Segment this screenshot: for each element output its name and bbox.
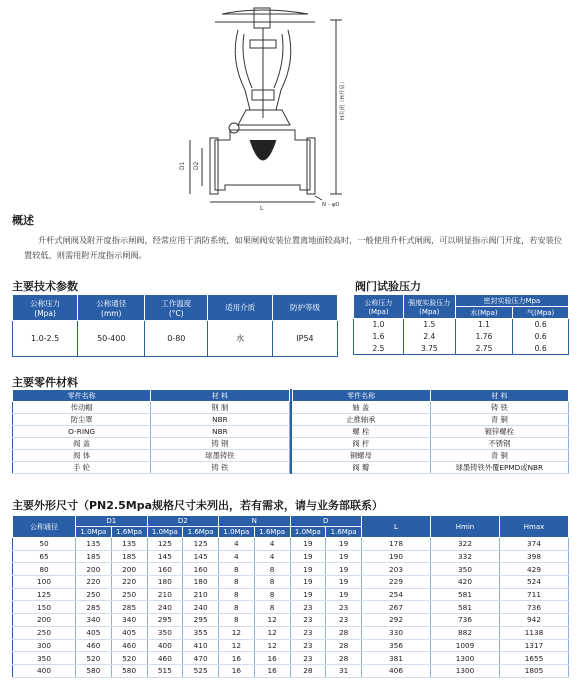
dims-cell: 80	[13, 563, 76, 576]
tech-cell: IP54	[272, 321, 337, 357]
dims-sub-header: 1.0Mpa	[219, 527, 255, 538]
tech-table	[12, 294, 338, 357]
dims-sub-header: 1.0Mpa	[76, 527, 112, 538]
dims-cell: 16	[254, 664, 290, 677]
dims-cell: 285	[111, 601, 147, 614]
test-header-water: 水(Mpa)	[455, 307, 513, 319]
part-material: 不锈钢	[430, 438, 568, 450]
dims-cell: 581	[431, 601, 500, 614]
dims-sub-header: 1.6Mpa	[183, 527, 219, 538]
dims-cell: 8	[254, 588, 290, 601]
dims-cell: 220	[76, 576, 112, 589]
dims-row	[13, 576, 569, 589]
dims-row	[13, 550, 569, 563]
dims-cell: 160	[183, 563, 219, 576]
test-header-strength: 强度实验压力 (Mpa)	[403, 295, 455, 319]
label-l: L	[260, 205, 264, 210]
dims-cell: 12	[254, 614, 290, 627]
dims-cell: 19	[290, 550, 326, 563]
dims-cell: 429	[500, 563, 569, 576]
tech-cell: 50-400	[78, 321, 145, 357]
dims-cell: 470	[183, 652, 219, 665]
dims-row	[13, 664, 569, 677]
dims-cell: 28	[326, 652, 362, 665]
label-n: N - φD	[322, 202, 340, 208]
dims-sub-header: 1.0Mpa	[290, 527, 326, 538]
dims-cell: 4	[254, 550, 290, 563]
dims-cell: 8	[254, 563, 290, 576]
dims-cell: 1805	[500, 664, 569, 677]
tech-header: 工作温度 (°C)	[145, 295, 208, 321]
tech-title: 主要技术参数	[12, 280, 78, 293]
dims-cell: 229	[362, 576, 431, 589]
parts-table	[12, 389, 569, 474]
part-name: 阀 杆	[292, 438, 430, 450]
overview-title: 概述	[12, 214, 34, 227]
test-cell: 1.1	[455, 319, 513, 331]
dims-cell: 356	[362, 639, 431, 652]
tech-header: 公称压力 (Mpa)	[13, 295, 78, 321]
dims-cell: 736	[500, 601, 569, 614]
dims-cell: 240	[183, 601, 219, 614]
test-cell: 0.6	[534, 320, 547, 330]
dims-cell: 210	[183, 588, 219, 601]
test-table	[353, 294, 569, 355]
dims-cell: 28	[326, 639, 362, 652]
test-cell: 1.5	[403, 319, 455, 331]
tech-header: 防护等级	[272, 295, 337, 321]
dims-cell: 295	[147, 614, 183, 627]
dims-cell: 19	[290, 563, 326, 576]
dims-cell: 16	[219, 664, 255, 677]
dims-sub-header: 1.6Mpa	[254, 527, 290, 538]
dims-cell: 200	[76, 563, 112, 576]
test-cell: 2.4	[403, 331, 455, 343]
dims-cell: 125	[13, 588, 76, 601]
dims-cell: 210	[147, 588, 183, 601]
tech-header: 公称通径 (mm)	[78, 295, 145, 321]
part-name: 螺 栓	[292, 426, 430, 438]
part-material: NBR	[151, 414, 289, 426]
dims-cell: 125	[183, 538, 219, 551]
part-material: 铸 铁	[151, 462, 289, 474]
parts-header-name: 零件名称	[292, 390, 430, 402]
dims-cell: 1009	[431, 639, 500, 652]
dims-cell: 8	[219, 576, 255, 589]
dims-cell: 374	[500, 538, 569, 551]
dims-cell: 8	[219, 588, 255, 601]
dims-cell: 19	[326, 563, 362, 576]
dims-cell: 19	[326, 588, 362, 601]
test-cell: 2.75	[455, 343, 513, 355]
test-cell: 3.75	[403, 343, 455, 355]
label-d1: D1	[179, 161, 186, 170]
dims-cell: 16	[254, 652, 290, 665]
dims-cell: 180	[183, 576, 219, 589]
dims-cell: 1138	[500, 626, 569, 639]
dims-cell: 8	[219, 601, 255, 614]
dims-cell: 160	[147, 563, 183, 576]
dims-cell: 23	[290, 652, 326, 665]
dims-cell: 406	[362, 664, 431, 677]
dims-cell: 882	[431, 626, 500, 639]
dims-cell: 420	[431, 576, 500, 589]
dims-cell: 135	[76, 538, 112, 551]
dims-cell: 31	[326, 664, 362, 677]
dims-cell: 12	[254, 639, 290, 652]
dims-cell: 19	[290, 538, 326, 551]
dims-cell: 300	[13, 639, 76, 652]
part-name: 轴 盖	[292, 402, 430, 414]
dims-cell: 1300	[431, 664, 500, 677]
test-cell: 1.76	[455, 331, 513, 343]
dims-cell: 23	[290, 601, 326, 614]
part-name: 防尘罩	[13, 414, 151, 426]
dims-cell: 178	[362, 538, 431, 551]
dims-cell: 525	[183, 664, 219, 677]
dims-header-d2: D2	[147, 516, 219, 527]
dims-cell: 581	[431, 588, 500, 601]
dims-cell: 19	[326, 550, 362, 563]
dims-cell: 16	[219, 652, 255, 665]
dims-cell: 19	[326, 576, 362, 589]
dims-cell: 580	[76, 664, 112, 677]
dims-cell: 405	[111, 626, 147, 639]
dims-cell: 135	[111, 538, 147, 551]
dims-cell: 4	[254, 538, 290, 551]
dims-cell: 400	[13, 664, 76, 677]
dims-header-d: D	[290, 516, 362, 527]
dims-cell: 23	[290, 639, 326, 652]
part-material: 铸 钢	[151, 438, 289, 450]
dims-cell: 12	[219, 626, 255, 639]
dims-cell: 19	[326, 538, 362, 551]
dims-cell: 410	[183, 639, 219, 652]
tech-header: 适用介质	[208, 295, 273, 321]
part-name: 传动帽	[13, 402, 151, 414]
dims-cell: 285	[76, 601, 112, 614]
part-name: 阀 盖	[13, 438, 151, 450]
tech-cell: 1.0-2.5	[13, 321, 78, 357]
dims-cell: 200	[111, 563, 147, 576]
dims-cell: 736	[431, 614, 500, 627]
dims-cell: 8	[254, 576, 290, 589]
part-material: NBR	[151, 426, 289, 438]
dims-cell: 942	[500, 614, 569, 627]
part-name: 阀 瓣	[292, 462, 430, 474]
part-material: 钢 制	[151, 402, 289, 414]
dims-cell: 580	[111, 664, 147, 677]
dims-header-l: L	[362, 516, 431, 538]
test-cell: 1.6	[354, 331, 404, 343]
dims-cell: 23	[326, 601, 362, 614]
dims-cell: 28	[290, 664, 326, 677]
dims-cell: 267	[362, 601, 431, 614]
part-name: 铜螺母	[292, 450, 430, 462]
test-cell: 0.6	[534, 332, 547, 341]
dims-cell: 50	[13, 538, 76, 551]
test-cell: 2.5	[354, 343, 404, 355]
dims-row	[13, 563, 569, 576]
dims-header-dn: 公称通径	[13, 516, 76, 538]
part-material: 青 铜	[430, 450, 568, 462]
dims-cell: 4	[219, 538, 255, 551]
dims-cell: 1300	[431, 652, 500, 665]
part-name: 阀 体	[13, 450, 151, 462]
dims-cell: 150	[13, 601, 76, 614]
dims-cell: 250	[13, 626, 76, 639]
dims-cell: 203	[362, 563, 431, 576]
dims-cell: 520	[111, 652, 147, 665]
dims-cell: 250	[111, 588, 147, 601]
dims-cell: 19	[290, 576, 326, 589]
dims-cell: 185	[111, 550, 147, 563]
dims-cell: 8	[219, 563, 255, 576]
dims-cell: 350	[147, 626, 183, 639]
tech-cell: 水	[208, 321, 273, 357]
part-material: 镀锌螺栓	[430, 426, 568, 438]
dims-cell: 145	[183, 550, 219, 563]
test-header-pressure: 公称压力 (Mpa)	[354, 295, 404, 319]
dims-cell: 400	[147, 639, 183, 652]
dims-row	[13, 614, 569, 627]
test-cell: 0.6	[534, 343, 547, 353]
dims-cell: 340	[111, 614, 147, 627]
dims-cell: 145	[147, 550, 183, 563]
dims-note: （PN2.5Mpa规格尺寸未列出，若有需求，请与业务部联系）	[78, 499, 383, 512]
dims-cell: 460	[147, 652, 183, 665]
dims-cell: 8	[254, 601, 290, 614]
dims-cell: 180	[147, 576, 183, 589]
dims-cell: 460	[111, 639, 147, 652]
dims-table	[12, 515, 569, 678]
dims-header-hmin: Hmin	[431, 516, 500, 538]
label-d2: D2	[193, 161, 200, 170]
dims-cell: 520	[76, 652, 112, 665]
dims-sub-header: 1.6Mpa	[326, 527, 362, 538]
dims-cell: 28	[326, 626, 362, 639]
dims-cell: 322	[431, 538, 500, 551]
dims-header-hmax: Hmax	[500, 516, 569, 538]
dims-cell: 200	[13, 614, 76, 627]
dims-cell: 355	[183, 626, 219, 639]
dims-cell: 292	[362, 614, 431, 627]
dims-cell: 1655	[500, 652, 569, 665]
dims-row	[13, 626, 569, 639]
parts-header-name: 零件名称	[13, 390, 151, 402]
dims-cell: 340	[76, 614, 112, 627]
dims-cell: 220	[111, 576, 147, 589]
dims-cell: 711	[500, 588, 569, 601]
dims-cell: 190	[362, 550, 431, 563]
dims-cell: 12	[254, 626, 290, 639]
parts-header-material: 材 料	[151, 390, 289, 402]
dims-cell: 23	[290, 626, 326, 639]
dims-cell: 460	[76, 639, 112, 652]
tech-cell: 0-80	[145, 321, 208, 357]
parts-title: 主要零件材料	[12, 376, 78, 389]
part-material: 青 铜	[430, 414, 568, 426]
dims-cell: 125	[147, 538, 183, 551]
dims-sub-header: 1.6Mpa	[111, 527, 147, 538]
dims-cell: 295	[183, 614, 219, 627]
dims-cell: 23	[290, 614, 326, 627]
dims-header-n: N	[219, 516, 291, 527]
part-material: 球墨铸铁	[151, 450, 289, 462]
dims-cell: 405	[76, 626, 112, 639]
dims-cell: 398	[500, 550, 569, 563]
valve-drawing	[150, 0, 430, 210]
part-material: 铸 铁	[430, 402, 568, 414]
test-header-air: 气(Mpa)	[513, 307, 569, 319]
dims-row	[13, 588, 569, 601]
dims-cell: 350	[431, 563, 500, 576]
part-material: 球墨铸铁外覆EPMD或NBR	[430, 462, 568, 474]
part-name: O-RING	[13, 426, 151, 438]
dims-row	[13, 538, 569, 551]
dims-title: 主要外形尺寸（PN2.5Mpa规格尺寸未列出，若有需求，请与业务部联系）	[12, 499, 383, 512]
dims-cell: 100	[13, 576, 76, 589]
dims-cell: 524	[500, 576, 569, 589]
dims-cell: 1317	[500, 639, 569, 652]
test-header-seal: 密封实验压力Mpa	[455, 295, 568, 307]
overview-text: 升杆式闸阀及附开度指示闸阀，经常应用于消防系统，如果闸阀安装位置离地面较高时，一般使用升杆式闸阀，可以明显指示阀门开度，若安装位置较低，则需用附开度指示闸阀。	[24, 235, 563, 260]
label-h: H关闭（H开启）	[340, 78, 346, 120]
dims-cell: 12	[219, 639, 255, 652]
dims-cell: 8	[219, 614, 255, 627]
dims-cell: 515	[147, 664, 183, 677]
dims-header-d1: D1	[76, 516, 148, 527]
dims-cell: 250	[76, 588, 112, 601]
dims-cell: 19	[290, 588, 326, 601]
part-name: 手 轮	[13, 462, 151, 474]
test-title: 阀门试验压力	[355, 280, 421, 293]
dims-cell: 240	[147, 601, 183, 614]
test-cell: 1.0	[354, 319, 404, 331]
dims-cell: 254	[362, 588, 431, 601]
part-name: 止推轴承	[292, 414, 430, 426]
dims-row	[13, 639, 569, 652]
dims-cell: 23	[326, 614, 362, 627]
dims-cell: 332	[431, 550, 500, 563]
dims-cell: 65	[13, 550, 76, 563]
dims-cell: 330	[362, 626, 431, 639]
dims-sub-header: 1.0Mpa	[147, 527, 183, 538]
dims-cell: 4	[219, 550, 255, 563]
dims-cell: 350	[13, 652, 76, 665]
dims-row	[13, 601, 569, 614]
dims-cell: 381	[362, 652, 431, 665]
dims-row	[13, 652, 569, 665]
dims-cell: 185	[76, 550, 112, 563]
parts-header-material: 材 料	[430, 390, 568, 402]
